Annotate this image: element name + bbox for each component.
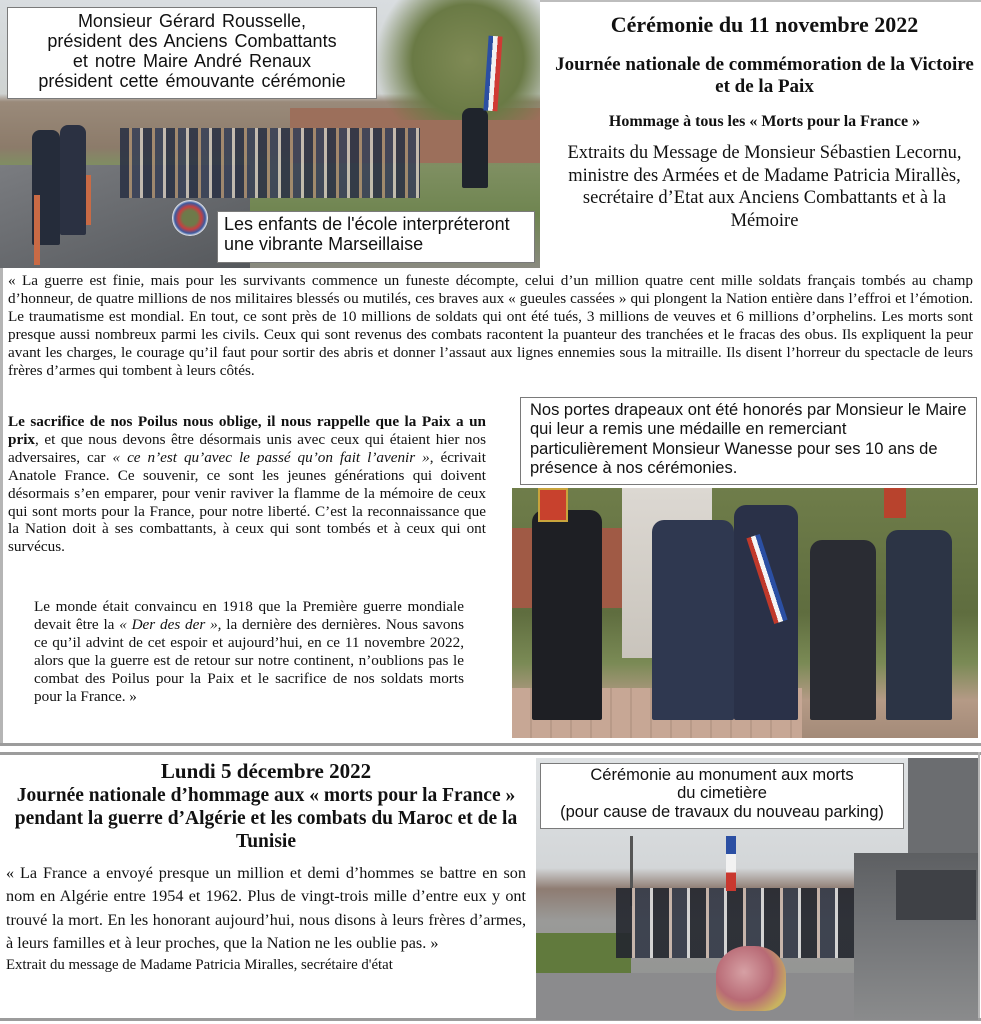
photo-gravel-path xyxy=(536,973,866,1020)
frame-right-rule xyxy=(978,752,980,1020)
photo-person-mayor xyxy=(734,505,798,720)
paragraph-bold-lead: Le sacrifice de nos Poilus nous oblige, il nous rappelle que la Paix a un prix xyxy=(8,413,486,448)
november-paragraph-3 xyxy=(34,598,464,705)
paragraph-text: Le monde était convaincu en 1918 que la Première guerre mondiale devait être la xyxy=(34,598,464,633)
december-block xyxy=(6,760,526,974)
november-extract-intro: Extraits du Message de Monsieur Sébastien Lecornu, ministre des Armées et de Madame Patricia Mirallès, secrétaire d’Etat aux Anciens Combattants et à la Mémoire xyxy=(567,142,962,232)
paragraph-text: , écrivait Anatole France. Ce souvenir, ce sont les jeunes générations qui doivent désormais s’en emparer, pour venir raviver la flamme de la mémoire de ceux qui sont morts pour la France, pour notre liberté. C’est la reconnaissance que la Nation doit à ses combattants, à ceux qui sont tombés et à ceux qui ont survécus. xyxy=(8,448,486,556)
caption-cemetery xyxy=(540,763,904,829)
november-heading-block xyxy=(552,8,977,233)
photo-mayor-figure xyxy=(60,125,86,235)
photo-person xyxy=(532,510,602,720)
caption-line: et notre Maire André Renaux xyxy=(72,51,312,72)
anatole-france-quote: « ce n’est qu’avec le passé qu’on fait l’avenir » xyxy=(112,448,430,466)
french-flag-icon xyxy=(726,836,736,891)
december-subtitle: Journée nationale d’hommage aux « morts pour la France » pendant la guerre d’Algérie et les combats du Maroc et de la Tunisie xyxy=(14,784,518,853)
caption-line: Cérémonie au monument aux morts xyxy=(590,766,854,784)
caption-line: une vibrante Marseillaise xyxy=(224,234,424,255)
flag-banner-icon xyxy=(884,488,906,518)
photo-person xyxy=(886,530,952,720)
photo-person xyxy=(810,540,876,720)
caption-line: Monsieur Gérard Rousselle, xyxy=(77,11,307,31)
caption-line: (pour cause de travaux du nouveau parking) xyxy=(560,802,884,821)
der-des-der-quote: « Der des der », xyxy=(119,615,222,633)
photo-hydrangea xyxy=(716,946,786,1011)
caption-children-marseillaise xyxy=(217,211,535,263)
photo-person xyxy=(652,520,734,720)
photo-obelisk xyxy=(908,758,978,858)
caption-line: président cette émouvante cérémonie xyxy=(38,71,346,92)
caption-line: président des Anciens Combattants xyxy=(47,31,337,52)
paragraph-text: la dernière des dernières. Nous savons ce qu’il advint de cet espoir et aujourd’hui, en ce 11 novembre 2022, alors que la guerre est de retour sur notre continent, n’oublions pas le combat des Poilus pour la Paix et le sacrifice de nos soldats morts pour la France. » xyxy=(34,615,465,705)
december-credit: Extrait du message de Madame Patricia Miralles, secrétaire d'état xyxy=(6,956,393,973)
november-paragraph-2 xyxy=(8,413,486,556)
flag-banner-icon xyxy=(538,488,568,522)
december-date: Lundi 5 décembre 2022 xyxy=(160,759,372,783)
caption-line: du cimetière xyxy=(677,784,767,803)
caption-flag-bearers: Nos portes drapeaux ont été honorés par Monsieur le Maire qui leur a remis une médaille en remerciant particulièrement Monsieur Wanesse pour ses 10 ans de présence à nos cérémonies. xyxy=(520,397,977,485)
paragraph-text: , et que nous devons être désormais unis avec ceux qui étaient hier nos adversaires, car xyxy=(8,430,486,466)
section-divider-lower xyxy=(0,752,981,755)
section-divider-upper xyxy=(0,743,981,746)
photo-flag-bearers xyxy=(512,488,978,738)
december-quote: « La France a envoyé presque un million et demi d’hommes se battre en son nom en Algérie entre 1954 et 1962. Plus de vingt-trois mille d’entre eux y ont trouvé la mort. En les honorant aujourd’hui, nous disons à leurs frères d’armes, à leurs familles et à leur proches, que la Nation ne les oublie pas. » xyxy=(6,863,526,953)
wreath-icon xyxy=(172,200,208,236)
photo-bollard xyxy=(34,195,40,265)
photo-flag-bearer xyxy=(462,108,488,188)
caption-presidents xyxy=(7,7,377,99)
frame-left-rule xyxy=(0,268,3,746)
november-subtitle: Journée nationale de commémoration de la Victoire et de la Paix xyxy=(555,54,974,98)
photo-children-crowd xyxy=(120,128,420,198)
november-title: Cérémonie du 11 novembre 2022 xyxy=(610,12,919,37)
november-hommage: Hommage à tous les « Morts pour la France » xyxy=(608,112,921,130)
november-paragraph-1: « La guerre est finie, mais pour les survivants commence un funeste décompte, celui d’un million quatre cent mille soldats français tombés au champ d’honneur, de quatre millions de nos militaires blessés ou mutilés, ces braves aux « gueules cassées » qui plongent la Nation entière dans l’effroi et l’émotion. Le traumatisme est mondial. En tout, ce sont près de 10 millions de soldats qui ont été tués, 3 millions de veuves et 6 millions d’orphelins. Les morts sont presque aussi nombreux parmi les civils. Ceux qui sont revenus des combats racontent la puanteur des tranchées et le fracas des obus. Ils expliquent la peur avant les charges, le courage qu’il faut pour sortir des abris et donner l’assaut aux lignes ennemies sous la mitraille. Ils disent l’horreur du spectacle de leurs frères d’armes qui tombent à leurs côtés. xyxy=(8,272,973,379)
photo-trees xyxy=(360,0,540,120)
photo-bollard xyxy=(86,175,91,225)
photo-monument-plaque xyxy=(896,870,976,920)
caption-line: Les enfants de l'école interpréteront xyxy=(224,214,510,234)
